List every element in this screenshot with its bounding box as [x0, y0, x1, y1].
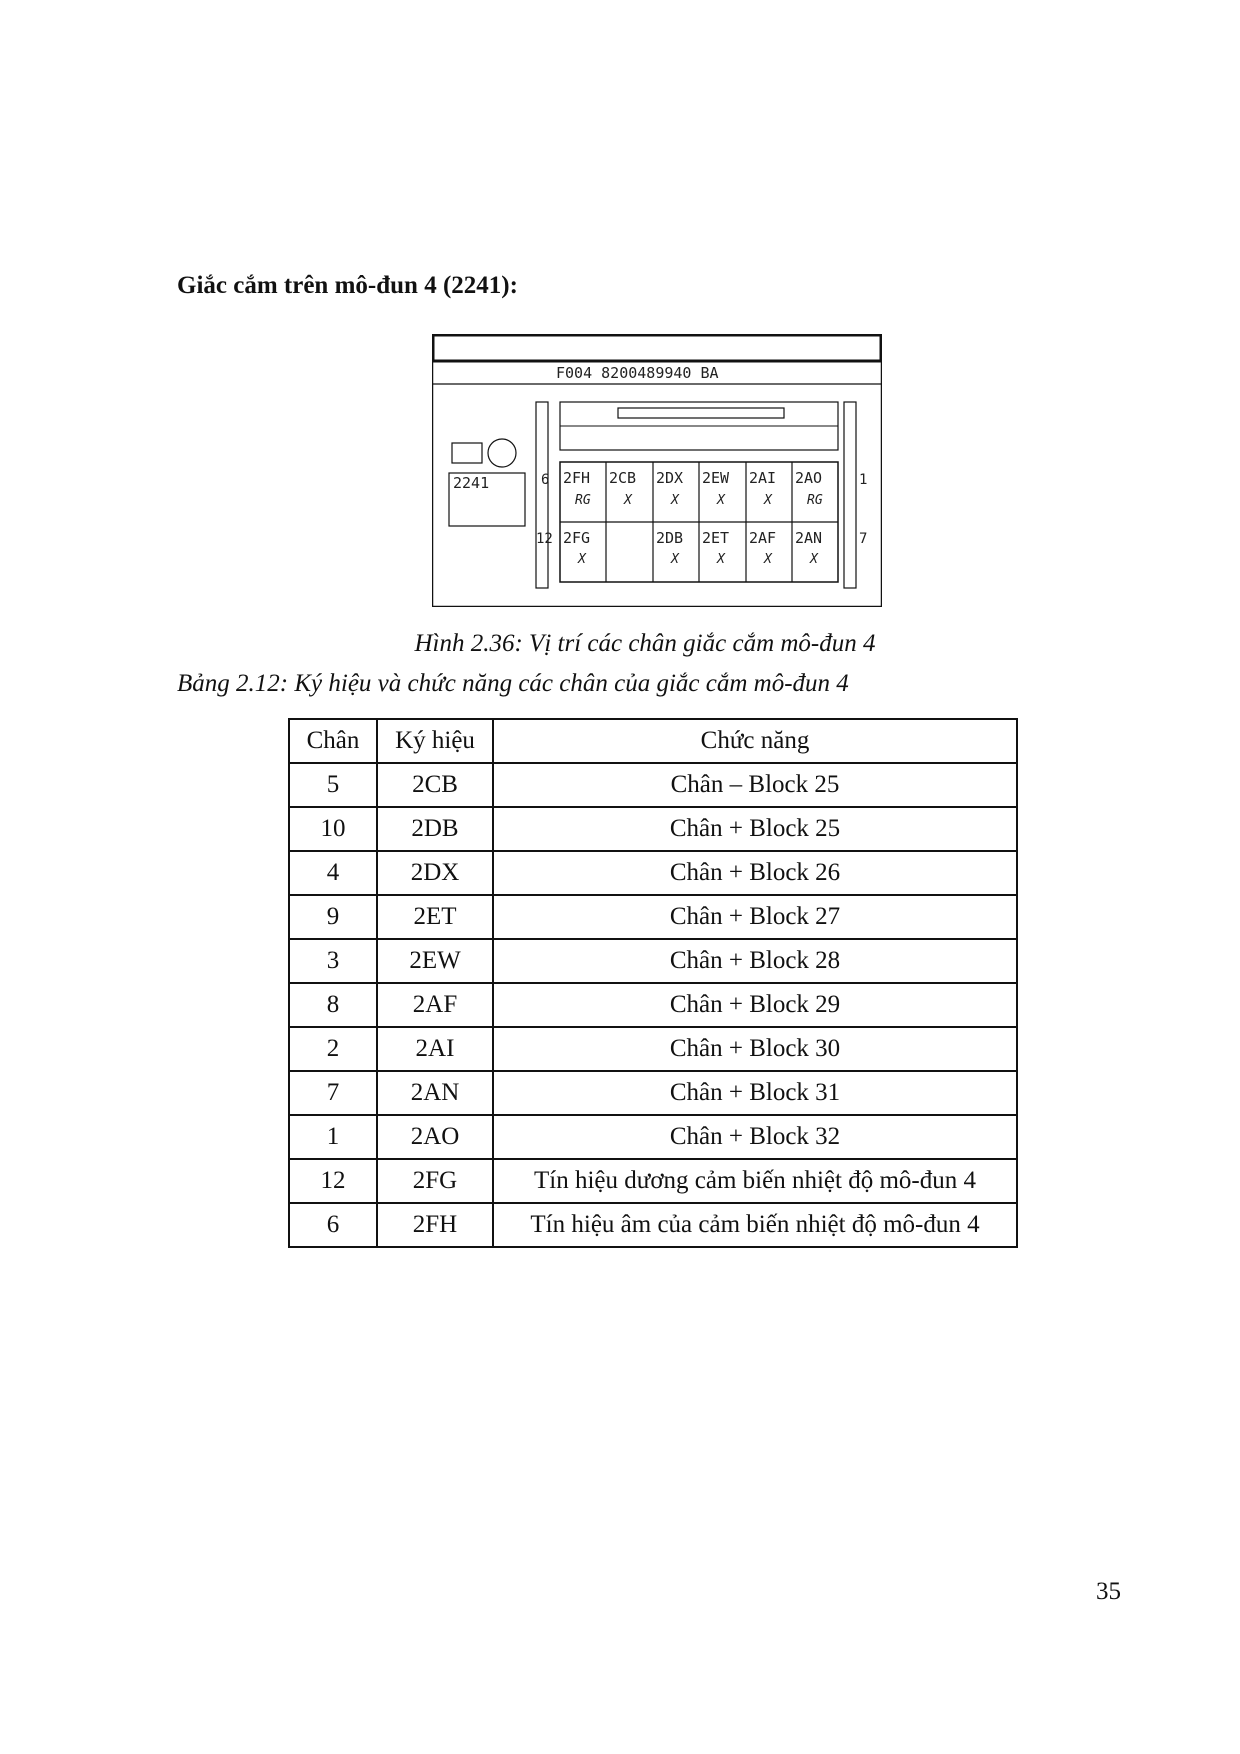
pin-number-cell: 3: [289, 939, 377, 983]
pin-number-cell: 7: [289, 1071, 377, 1115]
pin-number-cell: 8: [289, 983, 377, 1027]
pin-number-cell: 1: [289, 1115, 377, 1159]
connector-diagram: [432, 334, 882, 607]
row-number-12: 12: [536, 531, 553, 547]
pin-mark: X: [764, 552, 772, 567]
symbol-cell: 2AF: [377, 983, 493, 1027]
pin-code: 2FG: [563, 529, 591, 547]
pin-code: 2CB: [609, 469, 637, 487]
pin-mark: X: [578, 552, 586, 567]
function-cell: Chân + Block 27: [493, 895, 1017, 939]
pin-code: 2AF: [749, 529, 777, 547]
module-id-label: 2241: [453, 474, 490, 492]
symbol-cell: 2AN: [377, 1071, 493, 1115]
pin-mark: X: [671, 552, 679, 567]
pin-mark: X: [764, 493, 772, 508]
left-circle: [488, 439, 516, 467]
pin-code: 2DX: [656, 469, 684, 487]
function-cell: Chân + Block 31: [493, 1071, 1017, 1115]
table-row: [289, 1071, 1017, 1115]
pin-number-cell: 5: [289, 763, 377, 807]
table-row: [289, 983, 1017, 1027]
column-header: Chân: [289, 719, 377, 763]
table-row: [289, 1159, 1017, 1203]
left-square: [452, 443, 482, 463]
pin-code: 2ET: [702, 529, 730, 547]
symbol-cell: 2DX: [377, 851, 493, 895]
table-row: [289, 1203, 1017, 1247]
table-header-row: [289, 719, 1017, 763]
pin-number-cell: 9: [289, 895, 377, 939]
symbol-cell: 2AO: [377, 1115, 493, 1159]
row-number-7: 7: [859, 531, 868, 547]
page-number: 35: [1096, 1578, 1121, 1605]
table-row: [289, 763, 1017, 807]
connector-label: F004 8200489940 BA: [556, 364, 719, 382]
symbol-cell: 2FH: [377, 1203, 493, 1247]
pin-mark: RG: [575, 493, 591, 508]
function-cell: Tín hiệu dương cảm biến nhiệt độ mô-đun 4: [493, 1159, 1017, 1203]
function-cell: Chân – Block 25: [493, 763, 1017, 807]
function-cell: Chân + Block 25: [493, 807, 1017, 851]
pin-code: 2EW: [702, 469, 730, 487]
function-cell: Chân + Block 29: [493, 983, 1017, 1027]
function-cell: Tín hiệu âm của cảm biến nhiệt độ mô-đun 4: [493, 1203, 1017, 1247]
symbol-cell: 2AI: [377, 1027, 493, 1071]
pin-number-cell: 12: [289, 1159, 377, 1203]
symbol-cell: 2CB: [377, 763, 493, 807]
table-row: [289, 851, 1017, 895]
pin-mark: X: [717, 493, 725, 508]
pin-code: 2AN: [795, 529, 823, 547]
table-row: [289, 939, 1017, 983]
pin-number-cell: 4: [289, 851, 377, 895]
function-cell: Chân + Block 30: [493, 1027, 1017, 1071]
row-number-1: 1: [859, 472, 868, 488]
left-rail: [536, 402, 548, 588]
pin-table: [288, 718, 1018, 1248]
figure-caption: Hình 2.36: Vị trí các chân giắc cắm mô-đun 4: [414, 630, 876, 657]
pin-mark: X: [671, 493, 679, 508]
symbol-cell: 2ET: [377, 895, 493, 939]
pin-code: 2AI: [749, 469, 777, 487]
symbol-cell: 2FG: [377, 1159, 493, 1203]
pin-code: 2DB: [656, 529, 684, 547]
pin-mark: X: [717, 552, 725, 567]
function-cell: Chân + Block 26: [493, 851, 1017, 895]
pin-mark: X: [810, 552, 818, 567]
pin-code: 2AO: [795, 469, 823, 487]
table-row: [289, 895, 1017, 939]
symbol-cell: 2DB: [377, 807, 493, 851]
pin-number-cell: 10: [289, 807, 377, 851]
right-rail: [844, 402, 856, 588]
pin-number-cell: 6: [289, 1203, 377, 1247]
row-number-6: 6: [541, 472, 550, 488]
table-row: [289, 1115, 1017, 1159]
symbol-cell: 2EW: [377, 939, 493, 983]
pin-mark: RG: [807, 493, 823, 508]
table-row: [289, 807, 1017, 851]
table-caption: Bảng 2.12: Ký hiệu và chức năng các chân của giắc cắm mô-đun 4: [177, 670, 849, 697]
column-header: Ký hiệu: [377, 719, 493, 763]
function-cell: Chân + Block 32: [493, 1115, 1017, 1159]
pin-code: 2FH: [563, 469, 591, 487]
function-cell: Chân + Block 28: [493, 939, 1017, 983]
latch-slot: [618, 408, 784, 418]
connector-top-bar: [433, 335, 881, 361]
pin-mark: X: [624, 493, 632, 508]
column-header: Chức năng: [493, 719, 1017, 763]
section-heading: Giắc cắm trên mô-đun 4 (2241):: [177, 272, 518, 299]
pin-number-cell: 2: [289, 1027, 377, 1071]
table-row: [289, 1027, 1017, 1071]
